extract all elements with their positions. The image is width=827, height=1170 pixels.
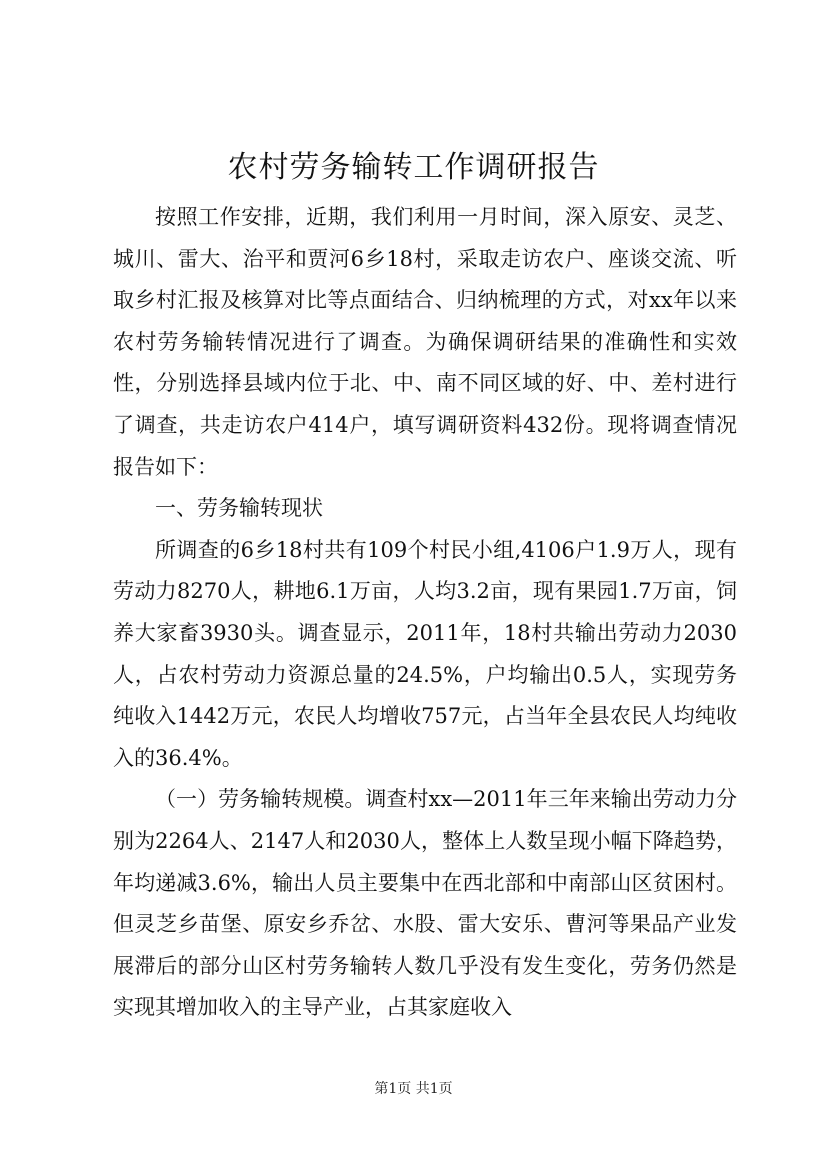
paragraph-status: 所调查的6乡18村共有109个村民小组,4106户1.9万人，现有劳动力8270人，耕地6.1万亩，人均3.2亩，现有果园1.7万亩，饲养大家畜3930头。调查显示，2011年，18村共输出劳动力2030人，占农村劳动力资源总量的24.5%，户均输出0.5人，实现劳务纯收入1442万元，农民人均增收757元，占当年全县农民人均纯收入的36.4%。 [113, 537, 737, 770]
document-title: 农村劳务输转工作调研报告 [227, 150, 600, 185]
paragraph-scale: （一）劳务输转规模。调查村xx—2011年三年来输出劳动力分别为2264人、2147人和2030人，整体上人数呈现小幅下降趋势，年均递减3.6%，输出人员主要集中在西北部和中南部山区贫困村。但灵芝乡苗堡、原安乡乔岔、水股、雷大安乐、曹河等果品产业发展滞后的部分山区村劳务输转人数几乎没有发生变化，劳务仍然是实现其增加收入的主导产业，占其家庭收入 [113, 787, 737, 1020]
document-body [113, 197, 737, 1029]
paragraph-intro: 按照工作安排，近期，我们利用一月时间，深入原安、灵芝、城川、雷大、治平和贾河6乡18村，采取走访农户、座谈交流、听取乡村汇报及核算对比等点面结合、归纳梳理的方式，对xx年以来农村劳务输转情况进行了调查。为确保调研结果的准确性和实效性，分别选择县域内位于北、中、南不同区域的好、中、差村进行了调查，共走访农户414户，填写调研资料432份。现将调查情况报告如下： [113, 205, 737, 479]
page-footer: 第1页 共1页 [374, 1081, 453, 1097]
section-heading: 一、劳务输转现状 [155, 496, 323, 521]
